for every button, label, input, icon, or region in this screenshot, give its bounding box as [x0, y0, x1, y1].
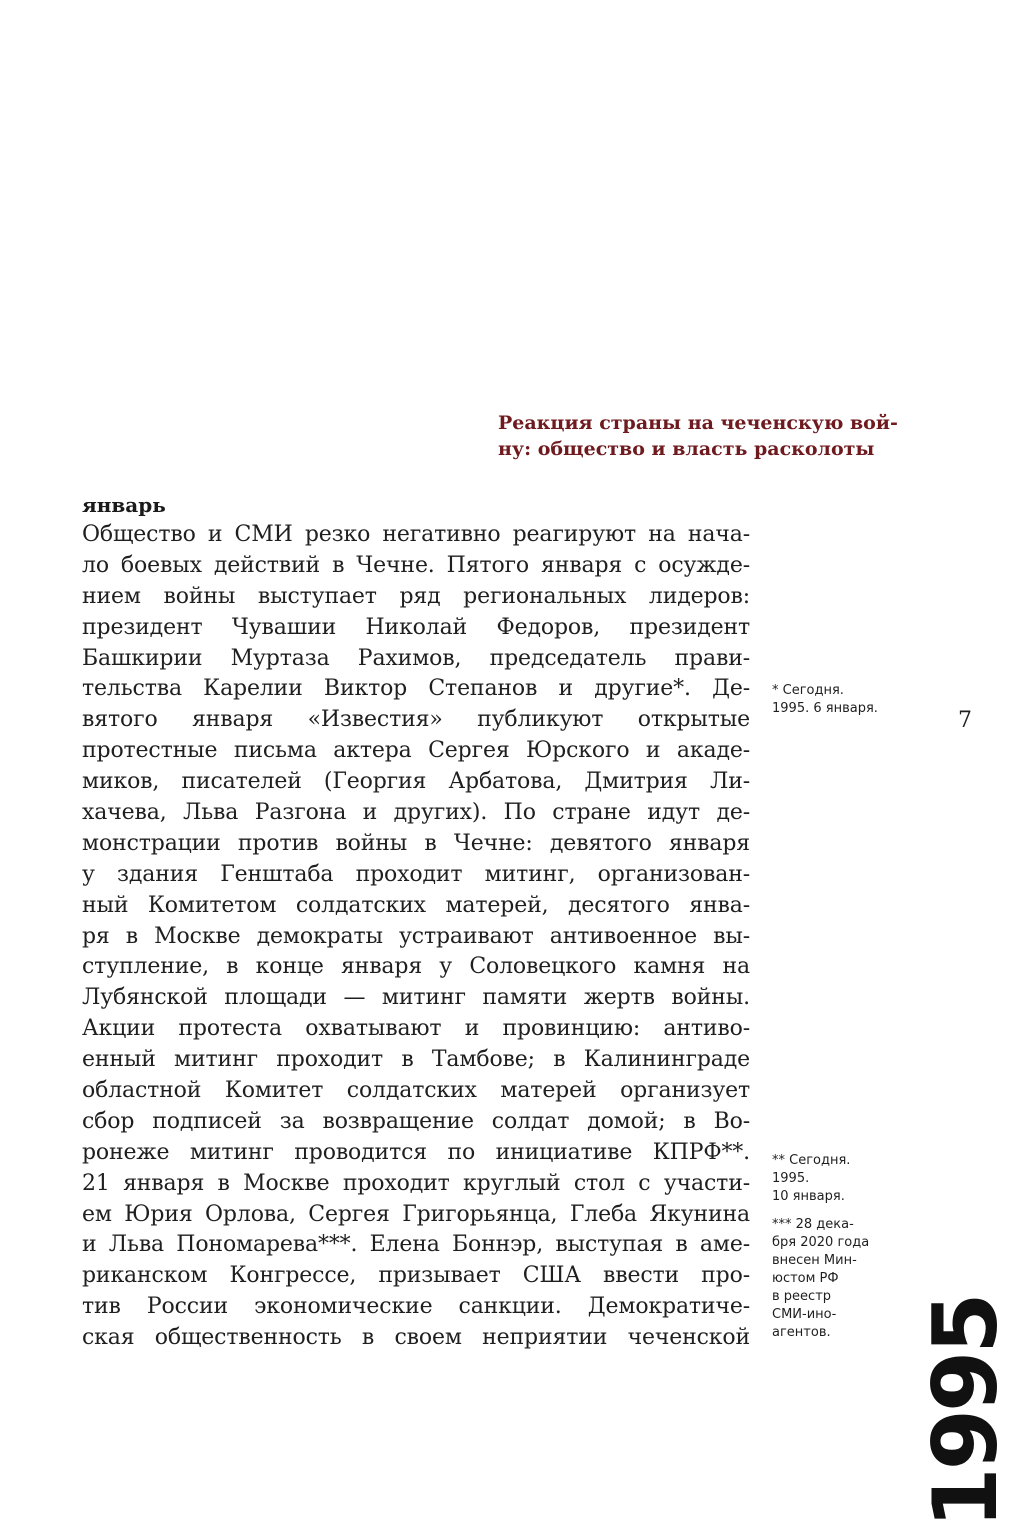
section-heading: январь — [82, 493, 166, 517]
body-line: протестные письма актера Сергея Юрского и акаде- — [82, 738, 750, 764]
body-line: ем Юрия Орлова, Сергея Григорьянца, Глеба Якунина — [82, 1201, 750, 1227]
body-line: Акции протеста охватывают и провинцию: антиво- — [82, 1016, 750, 1042]
body-line: енный митинг проходит в Тамбове; в Калининграде — [82, 1047, 750, 1073]
body-line: ря в Москве демократы устраивают антивоенное вы- — [82, 923, 750, 949]
body-line: нием войны выступает ряд региональных лидеров: — [82, 583, 750, 609]
footnote-line: * Сегодня. — [772, 683, 844, 698]
footnote-line: юстом РФ — [772, 1271, 839, 1286]
body-text — [82, 520, 750, 1354]
footnote-line: 1995. 6 января. — [772, 701, 878, 716]
footnote-line: внесен Мин- — [772, 1253, 857, 1268]
footnote-line: агентов. — [772, 1325, 831, 1340]
footnote-line: *** 28 дека- — [772, 1217, 854, 1232]
body-line: Общество и СМИ резко негативно реагируют на нача- — [82, 522, 750, 547]
footnote-line: 1995. — [772, 1171, 810, 1186]
footnote-line: 10 января. — [772, 1189, 845, 1204]
body-line: ронеже митинг проводится по инициативе КПРФ**. — [82, 1139, 750, 1165]
footnote-line: бря 2020 года — [772, 1235, 870, 1250]
footnote-1 — [772, 682, 878, 718]
chapter-title — [498, 410, 898, 462]
body-line: и Льва Пономарева***. Елена Боннэр, выступая в аме- — [82, 1232, 750, 1258]
body-line: Лубянской площади — митинг памяти жертв войны. — [82, 985, 750, 1011]
body-line: ный Комитетом солдатских матерей, десятого янва- — [82, 892, 750, 918]
footnote-line: ** Сегодня. — [772, 1153, 851, 1168]
body-line: у здания Генштаба проходит митинг, организован- — [82, 861, 750, 887]
body-line: ская общественность в своем неприятии чеченской — [82, 1325, 750, 1351]
body-line: президент Чувашии Николай Федоров, президент — [82, 614, 750, 640]
footnote-2 — [772, 1152, 850, 1206]
footnote-line: СМИ-ино- — [772, 1307, 837, 1322]
body-line: тив России экономические санкции. Демократиче- — [82, 1294, 750, 1320]
chapter-title-line: Реакция страны на чеченскую вой- — [498, 412, 898, 434]
body-line: вятого января «Известия» публикуют открытые — [82, 707, 750, 733]
chapter-title-line: ну: общество и власть расколоты — [498, 438, 875, 460]
body-line: ло боевых действий в Чечне. Пятого января с осужде- — [82, 552, 750, 578]
body-line: риканском Конгрессе, призывает США ввести про- — [82, 1263, 750, 1289]
page-number: 7 — [958, 708, 972, 733]
body-line: сбор подписей за возвращение солдат домой; в Во- — [82, 1108, 750, 1134]
body-line: монстрации против войны в Чечне: девятого января — [82, 830, 750, 856]
body-line: миков, писателей (Георгия Арбатова, Дмитрия Ли- — [82, 769, 750, 795]
year-label: 1995 — [914, 1295, 1017, 1528]
body-line: Башкирии Муртаза Рахимов, председатель прави- — [82, 645, 750, 671]
body-line: ступление, в конце января у Соловецкого камня на — [82, 954, 750, 980]
body-line: хачева, Льва Разгона и других). По стране идут де- — [82, 800, 750, 826]
body-line: 21 января в Москве проходит круглый стол с участи- — [82, 1170, 750, 1196]
body-line: областной Комитет солдатских матерей организует — [82, 1078, 750, 1104]
body-line: тельства Карелии Виктор Степанов и другие*. Де- — [82, 676, 750, 702]
footnote-3 — [772, 1216, 869, 1342]
footnote-line: в реестр — [772, 1289, 832, 1304]
